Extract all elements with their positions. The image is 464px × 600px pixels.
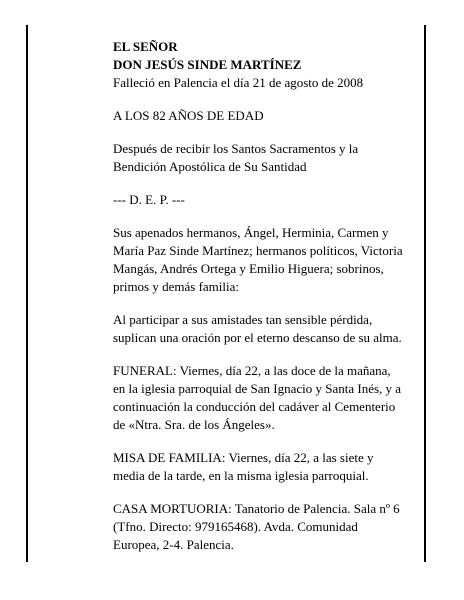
heading-title: EL SEÑOR xyxy=(113,39,178,54)
family-line-1: Sus apenados hermanos, Ángel, Herminia, Carmen y xyxy=(113,225,389,240)
funeral-home-line-1: CASA MORTUORIA: Tanatorio de Palencia. Sala nº 6 xyxy=(113,501,400,516)
heading-name: DON JESÚS SINDE MARTÍNEZ xyxy=(113,57,302,72)
right-border-line xyxy=(424,25,426,562)
funeral-home-line-3: Europea, 2-4. Palencia. xyxy=(113,537,234,552)
request-line-1: Al participar a sus amistades tan sensible pérdida, xyxy=(113,312,373,327)
request-line-2: suplican una oración por el eterno descanso de su alma. xyxy=(113,330,402,345)
funeral-line-3: continuación la conducción del cadáver al Cementerio xyxy=(113,399,396,414)
sacraments-line-1: Después de recibir los Santos Sacramentos y la xyxy=(113,141,359,156)
death-statement: Falleció en Palencia el día 21 de agosto de 2008 xyxy=(113,75,364,90)
left-border-line xyxy=(26,25,28,562)
family-mass-line-2: media de la tarde, en la misma iglesia parroquial. xyxy=(113,468,369,483)
family-line-4: primos y demás familia: xyxy=(113,279,240,294)
rip-line: --- D. E. P. --- xyxy=(113,192,185,207)
funeral-home-line-2: (Tfno. Directo: 979165468). Avda. Comunidad xyxy=(113,519,358,534)
sacraments-line-2: Bendición Apostólica de Su Santidad xyxy=(113,159,307,174)
funeral-line-1: FUNERAL: Viernes, día 22, a las doce de la mañana, xyxy=(113,363,391,378)
obituary-notice xyxy=(113,38,421,554)
family-line-3: Mangás, Andrés Ortega y Emilio Higuera; sobrinos, xyxy=(113,261,384,276)
age-statement: A LOS 82 AÑOS DE EDAD xyxy=(113,108,264,123)
family-line-2: María Paz Sinde Martínez; hermanos políticos, Victoria xyxy=(113,243,403,258)
funeral-line-4: de «Ntra. Sra. de los Ángeles». xyxy=(113,417,275,432)
family-mass-line-1: MISA DE FAMILIA: Viernes, día 22, a las siete y xyxy=(113,450,374,465)
funeral-line-2: en la iglesia parroquial de San Ignacio y Santa Inés, y a xyxy=(113,381,402,396)
